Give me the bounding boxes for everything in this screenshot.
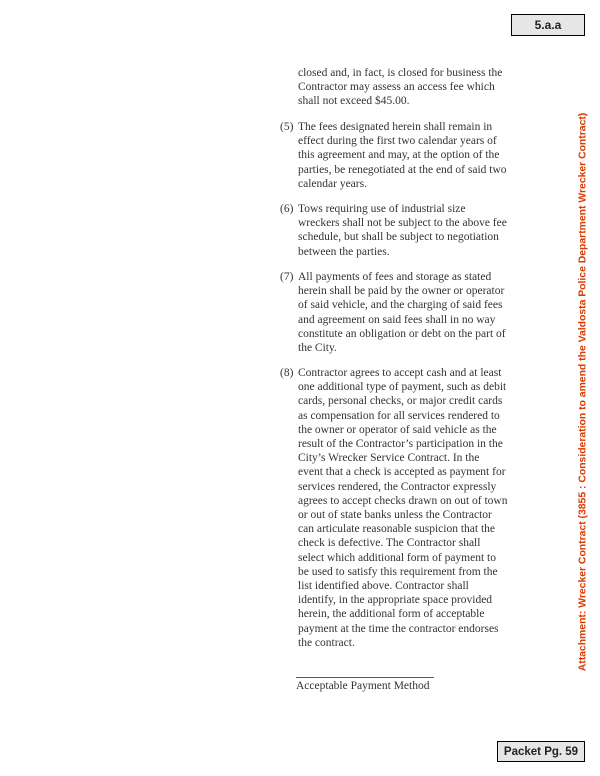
text-line: the City. xyxy=(298,342,337,355)
text-line: constitute an obligation or debt on the part of xyxy=(298,327,506,340)
text-line: the owner or operator of said vehicle as the xyxy=(298,423,497,436)
text-line: herein, the additional form of acceptable xyxy=(298,608,485,621)
paragraph-5 xyxy=(280,120,516,191)
text-line: be used to satisfy this requirement from the xyxy=(298,565,498,578)
text-line: identify, in the appropriate space provided xyxy=(298,594,493,607)
text-line: City’s Wrecker Service Contract. In the xyxy=(298,452,480,465)
paragraph-number: (8) xyxy=(280,367,294,379)
text-line: calendar years. xyxy=(298,177,367,190)
text-line: shall not exceed $45.00. xyxy=(298,95,410,108)
paragraph-number: (6) xyxy=(280,203,294,215)
text-line: this agreement and may, at the option of the xyxy=(298,149,500,162)
text-line: cards, personal checks, or major credit cards xyxy=(298,395,503,408)
agenda-item-tag: 5.a.a xyxy=(511,14,585,36)
paragraph-number: (7) xyxy=(280,271,294,283)
paragraph-number: (5) xyxy=(280,121,294,133)
text-line: Contractor agrees to accept cash and at least xyxy=(298,367,502,379)
text-line: Tows requiring use of industrial size xyxy=(298,203,466,215)
text-line: Contractor may assess an access fee which xyxy=(298,81,495,94)
text-line: the contract. xyxy=(298,636,355,649)
text-line: effect during the first two calendar years of xyxy=(298,135,497,148)
text-line: select which additional form of payment to xyxy=(298,551,496,564)
paragraph-continued xyxy=(298,66,516,109)
text-line: agrees to accept checks drawn on out of town xyxy=(298,494,508,507)
signature-label: Acceptable Payment Method xyxy=(296,680,430,692)
text-line: wreckers shall not be subject to the above fee xyxy=(298,217,507,230)
paragraph-7 xyxy=(280,270,516,355)
text-line: as compensation for all services rendered to xyxy=(298,409,500,422)
text-line: result of the Contractor’s participation in the xyxy=(298,438,503,451)
text-line: The fees designated herein shall remain in xyxy=(298,121,493,133)
text-line: or out of state banks unless the Contractor xyxy=(298,509,492,522)
text-line: can articulate reasonable suspicion that the xyxy=(298,523,496,536)
text-line: herein shall be paid by the owner or operator xyxy=(298,285,505,298)
text-line: list identified above. Contractor shall xyxy=(298,580,469,593)
text-line: services rendered, the Contractor expressly xyxy=(298,480,497,493)
paragraph-8 xyxy=(280,366,516,650)
signature-line xyxy=(296,677,434,678)
text-line: closed and, in fact, is closed for business the xyxy=(298,67,503,79)
packet-page-label: Packet Pg. 59 xyxy=(497,741,585,762)
text-line: one additional type of payment, such as debit xyxy=(298,381,507,394)
text-line: between the parties. xyxy=(298,245,390,258)
text-line: of said vehicle, and the charging of said fees xyxy=(298,299,503,312)
text-line: check is defective. The Contractor shall xyxy=(298,537,481,550)
paragraph-6 xyxy=(280,202,516,259)
text-line: event that a check is accepted as payment for xyxy=(298,466,506,479)
text-line: payment at the time the contractor endorses xyxy=(298,622,499,635)
attachment-sidebar-label: Attachment: Wrecker Contract (3855 : Consideration to amend the Valdosta Police Department Wrecker Contract) xyxy=(577,112,589,672)
text-line: parties, be renegotiated at the end of said two xyxy=(298,163,507,176)
text-line: schedule, but shall be subject to negotiation xyxy=(298,231,499,244)
text-line: All payments of fees and storage as stated xyxy=(298,271,492,283)
text-line: and agreement on said fees shall in no way xyxy=(298,313,496,326)
